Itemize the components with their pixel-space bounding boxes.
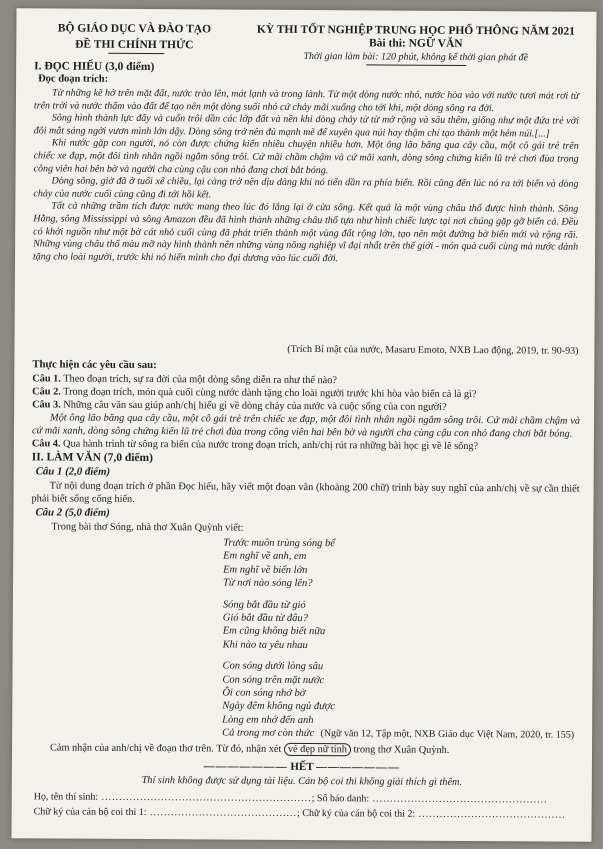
exam-footer-note: Thí sinh không được sử dụng tài liệu. Cán bộ coi thi không giải thích gì thêm. (141, 775, 463, 788)
writing-question-2-title: Câu 2 (5,0 điểm) (35, 506, 110, 519)
poem-line: Cả trong mơ còn thức (222, 727, 315, 740)
poem-line: Em cũng không biết nữa (222, 625, 326, 638)
poem-line: Lòng em nhớ đến anh (222, 714, 314, 726)
passage-label: Đọc đoạn trích: (38, 73, 109, 85)
poem-stanza-1 (223, 537, 336, 591)
poem-line: Con sóng dưới lòng sâu (222, 660, 324, 673)
poem-line: Gió bắt đầu từ đâu? (222, 612, 308, 625)
exam-subject: Bài thi: NGỮ VĂN (368, 37, 463, 50)
question-3: Câu 3. Những câu văn sau giúp anh/chị hiểu gì về dòng chảy của nước và cuộc sống của con người? (32, 399, 447, 413)
poem-line: Ôi con sóng nhớ bờ (222, 687, 306, 700)
poem-stanza-2 (223, 598, 336, 652)
end-mark: ——————— HẾT ——————— (203, 760, 401, 774)
writing-question-2-task: Cảm nhận của anh/chị về đoạn thơ trên. Từ đó, nhận xét vẻ đẹp nữ tính trong thơ Xuân Quỳnh. (49, 742, 450, 756)
header-underline-left (108, 53, 164, 54)
poem-line: Trước muôn trùng sóng bể (223, 537, 335, 550)
proctor-signature-line: Chữ ký của cán bộ coi thi 1: ..........................................; Chữ ký của cán bộ coi thi 2: .......................................... (33, 806, 566, 821)
poem-line: Khi nào ta yêu nhau (222, 639, 308, 651)
section-writing-title: II. LÀM VĂN (7,0 điểm) (31, 451, 154, 465)
tasks-label: Thực hiện các yêu cầu sau: (32, 358, 157, 372)
poem-line: Sóng bắt đầu từ gió (222, 599, 306, 611)
writing-question-1-text: Từ nội dung đoạn trích ở phần Đọc hiểu, hãy viết một đoạn văn (khoảng 200 chữ) trình bày suy nghĩ của anh/chị về sự cần thiết phải biết sống cống hiến. (31, 480, 580, 505)
poem-line: Từ nơi nào sóng lên? (222, 577, 313, 590)
writing-question-2-intro: Trong bài thơ Sóng, nhà thơ Xuân Quỳnh viết: (51, 521, 244, 534)
poem-line: Em nghĩ về biển lớn (223, 564, 308, 576)
writing-question-1-title: Câu 1 (2,0 điểm) (35, 465, 111, 478)
candidate-info-line: Họ, tên thí sinh: ............................................................; Số báo danh: .................................................. (33, 791, 548, 806)
poem-citation: (Ngữ văn 12, Tập một, NXB Giáo dục Việt Nam, 2020, tr. 155) (320, 728, 575, 741)
poem-excerpt (222, 537, 336, 749)
header-underline-right (366, 64, 466, 66)
exam-time-note: Thời gian làm bài: 120 phút, không kể thời gian phát đề (303, 50, 529, 64)
questions-block (32, 372, 580, 453)
poem-line: Em nghĩ về anh, em (223, 550, 307, 563)
poem-stanza-3 (222, 660, 335, 741)
passage-citation: (Trích Bí mật của nước, Masaru Emoto, NXB Lao động, 2019, tr. 90-93) (287, 343, 579, 357)
exam-type: ĐỀ THI CHÍNH THỨC (75, 38, 194, 52)
passage-paragraph-4: Dòng sông, giờ đã ở tuổi xế chiều, lại càng trở nên dịu dàng khi nó tiến dần ra phía biển. Rồi cũng đến lúc nó ra tới biển và dòng chảy của nước cuối cùng cũng đi tới hồi kết. (33, 175, 579, 201)
reading-passage (33, 87, 579, 267)
question-1: Câu 1. Theo đoạn trích, sự ra đời của một dòng sông diễn ra như thế nào? (32, 373, 337, 387)
section-reading-title: I. ĐỌC HIỂU (3,0 điểm) (34, 60, 155, 74)
passage-paragraph-2: Sông hình thành lực đẩy và cuốn trôi dần các lớp đất và nền khi dòng chảy từ từ mở rộng và sâu thêm, giống như một đứa trẻ với đôi mắt sáng ngời vươn mình lớn dậy. Dòng sông trở nên đủ mạnh mẽ để xuyên qua núi hay thậm chí tạo thành một hẻm núi.[...] (33, 112, 579, 140)
passage-paragraph-5: Tất cả những trầm tích được nước mang theo lúc đó lắng lại ở cửa sông. Kết quả là một vùng châu thổ được hình thành. Sông Hằng, sông Mississippi và sông Amazon đều đã hình thành những châu thổ tựa như hình chiếc lược tại nơi chúng gặp gỡ biển cả. Đều có khởi nguồn như một bờ cát nhỏ cuối cùng đã phát triển thành một vùng đất rộng lớn, tạo nên một đường bờ biển mới và rộng rãi. Những vùng châu thổ màu mỡ này hình thành nên những vùng nông nghiệp vĩ đại nhất trên thế giới - món quà cuối cùng mà nước dành tặng cho loài người, trước khi nó hiến mình cho đại dương vào lúc cuối đời. (32, 200, 579, 264)
passage-paragraph-1: Từ những kẽ hở trên mặt đất, nước trào lên, mát lạnh và trong lành. Từ một dòng nước nhỏ, nước hòa vào với nước tươi mát rơi từ trên trời và nước thấm vào đất để tạo nên một dòng suối nhỏ cứ chảy mãi xuống cho tới khi, một dòng sông ra đời. (33, 87, 580, 114)
passage-paragraph-3: Khi nước gặp con người, nó còn được chứng kiến nhiều chuyện nhiều hơn. Một ông lão băng qua cây cầu, một cô gái trẻ trên chiếc xe đạp, một đôi tình nhân ngồi ngắm sông trôi. Cứ mãi chầm chậm và cứ mãi xanh, dòng sông chứng kiến lũ trẻ chơi đùa trong công viên hai bên bờ và người cha cùng cậu con nhỏ đang chơi bắt bóng. (33, 137, 579, 176)
poem-line: Ngày đêm không ngủ được (222, 700, 336, 713)
circled-phrase: vẻ đẹp nữ tính (284, 743, 351, 756)
exam-paper (11, 8, 596, 842)
question-2: Câu 2. Trong đoạn trích, món quà cuối cùng nước dành tặng cho loài người trước khi hòa vào biển cả là gì? (32, 386, 477, 401)
ministry-name: BỘ GIÁO DỤC VÀ ĐÀO TẠO (57, 22, 212, 36)
poem-line: Con sóng trên mặt nước (222, 674, 325, 686)
question-3-quote: Một ông lão băng qua cây cầu, một cô gái trẻ trên chiếc xe đạp, một đôi tình nhân ngồi ngắm sông trôi. Cứ mãi chầm chậm và cứ mãi xanh, dòng sông chứng kiến lũ trẻ chơi đùa trong công viên hai bên bờ và người cha cùng cậu con nhỏ đang chơi bắt bóng. (31, 412, 581, 440)
exam-title: KỲ THI TỐT NGHIỆP TRUNG HỌC PHỔ THÔNG NĂM 2021 (256, 23, 575, 38)
question-4: Câu 4. Qua hành trình từ sông ra biển của nước trong đoạn trích, anh/chị rút ra những bài học gì về lẽ sống? (31, 438, 479, 453)
